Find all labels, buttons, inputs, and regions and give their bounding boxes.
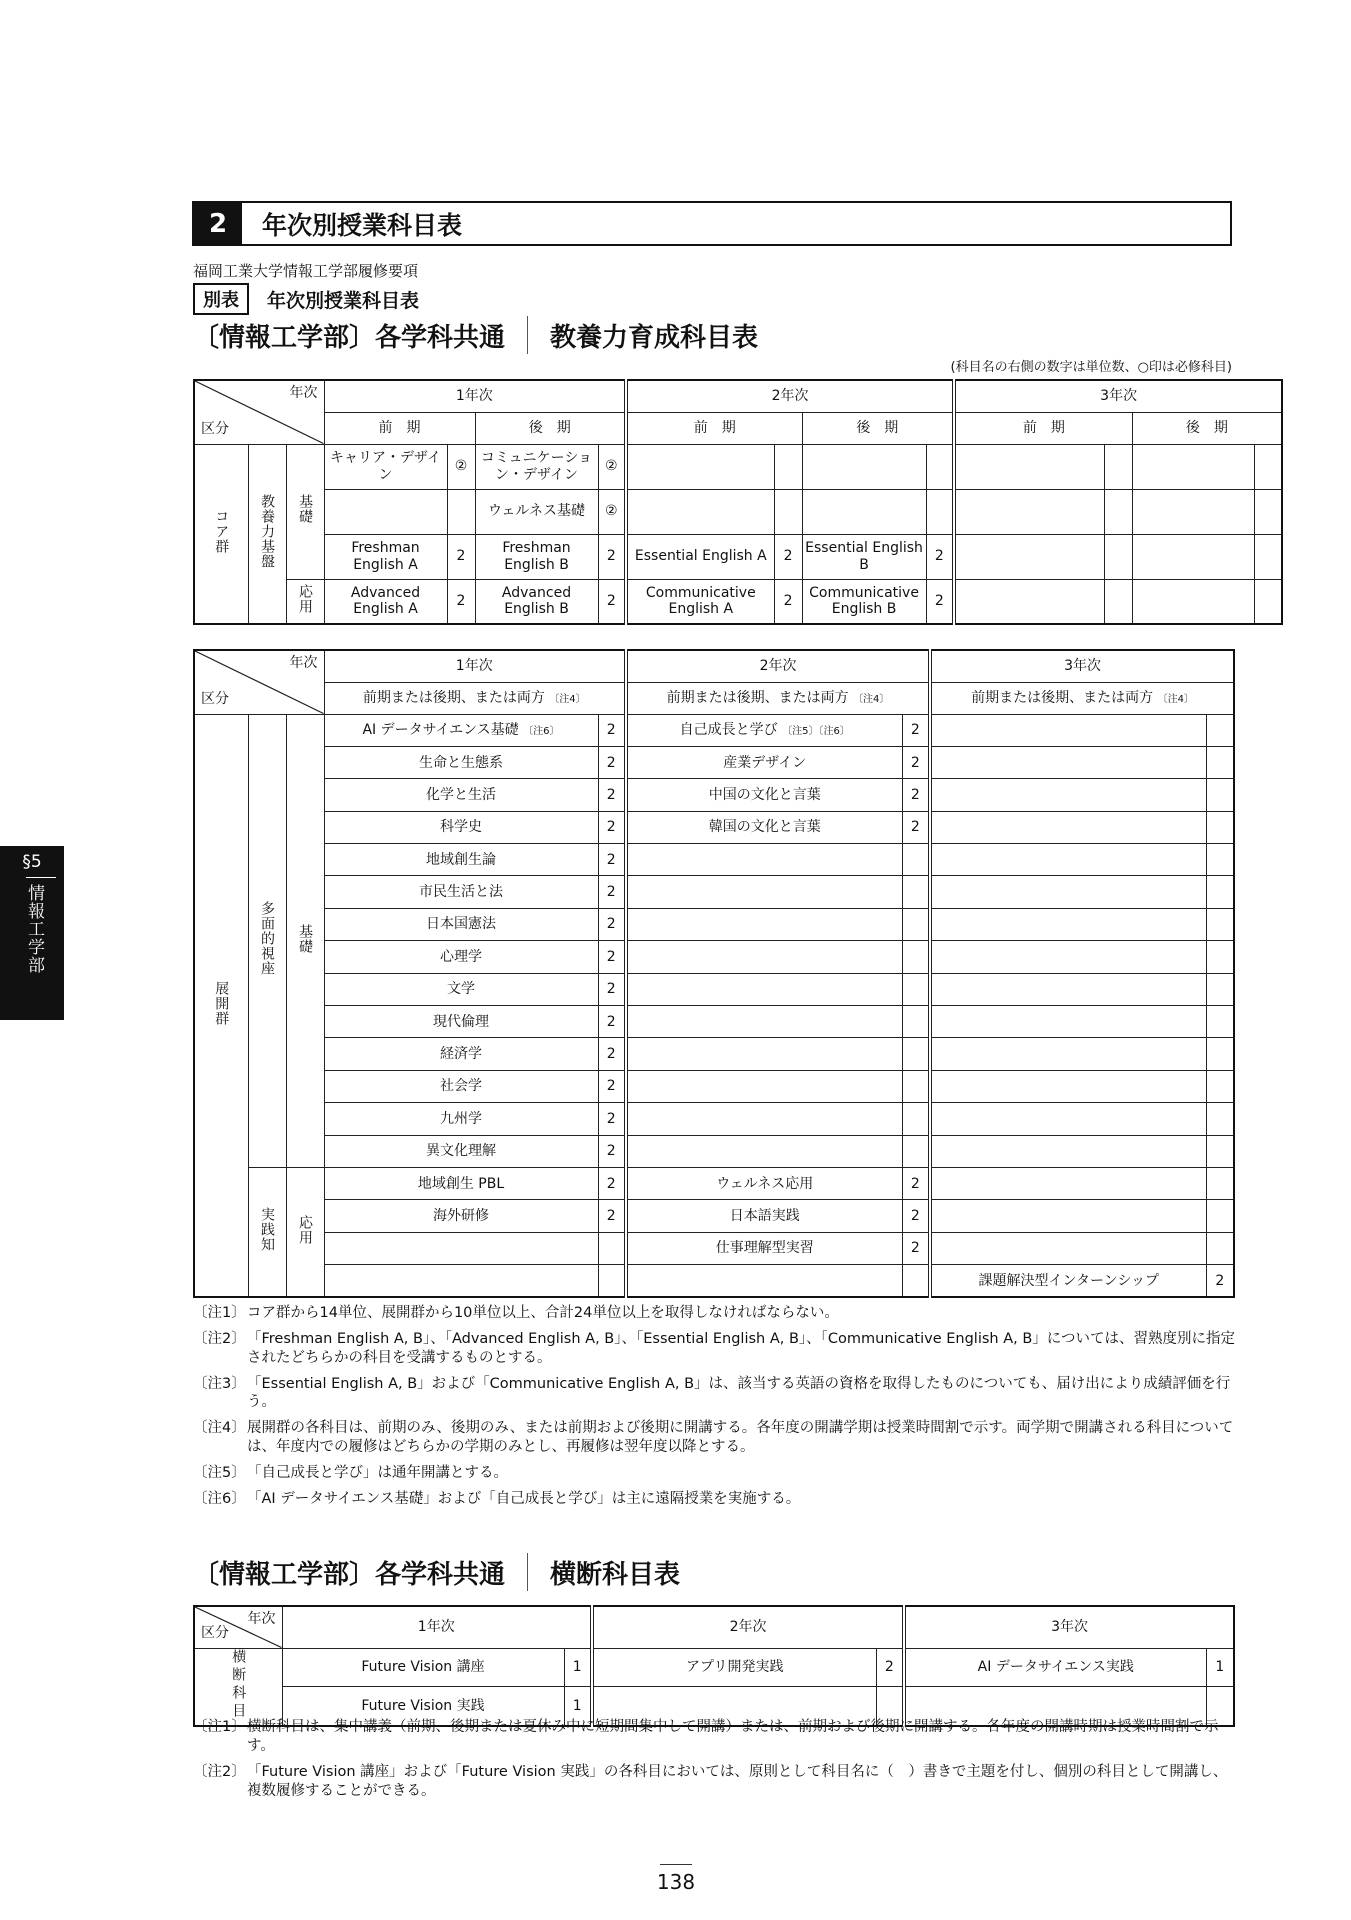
- credit-cell: 1: [564, 1648, 592, 1687]
- course-cell: 化学と生活: [324, 779, 598, 811]
- appendix-title: 年次別授業科目表: [267, 289, 420, 312]
- corner-header: [194, 380, 324, 444]
- dev-group-label: 展開群: [194, 714, 248, 1297]
- course-cell: Advanced English B: [475, 579, 598, 624]
- course-cell: 異文化理解: [324, 1135, 598, 1167]
- kubun-label: 区分: [201, 691, 229, 708]
- credit-cell: 2: [774, 534, 802, 579]
- credit-cell: ②: [598, 444, 626, 489]
- note-item: 〔注2〕 「Freshman English A, B」、「Advanced English A, B」、「Essential English A, B」、「Communicative English A, B」については、習熟度別に指定されたどちらかの科目を受講するものとする。: [193, 1330, 1236, 1366]
- year1-header: 1年次: [282, 1606, 592, 1648]
- credit-cell: 2: [902, 714, 930, 746]
- course-cell: Essential English A: [626, 534, 774, 579]
- credit-cell: 2: [598, 746, 626, 778]
- corner-header: [194, 650, 324, 714]
- year-label: 年次: [289, 655, 318, 671]
- credit-cell: 2: [447, 579, 475, 624]
- course-cell: 海外研修: [324, 1200, 598, 1232]
- credit-cell: ②: [598, 489, 626, 534]
- course-cell: Freshman English B: [475, 534, 598, 579]
- course-cell: 現代倫理: [324, 1006, 598, 1038]
- course-cell: 九州学: [324, 1103, 598, 1135]
- core-kiso-label: 基礎: [286, 444, 324, 579]
- credit-cell: 2: [598, 1200, 626, 1232]
- y3-term-header: 前期または後期、または両方 〔注4〕: [930, 682, 1234, 714]
- credit-cell: 2: [598, 1167, 626, 1199]
- course-cell: Advanced English A: [324, 579, 447, 624]
- year1-header: 1年次: [324, 650, 626, 682]
- y3-kouki-header: 後 期: [1132, 412, 1282, 444]
- table3-title-right: 横断科目表: [550, 1559, 681, 1590]
- kubun-label: 区分: [201, 421, 229, 438]
- course-cell: 科学史: [324, 811, 598, 843]
- course-cell: キャリア・デザイン: [324, 444, 447, 489]
- year2-header: 2年次: [626, 650, 930, 682]
- y1-term-header: 前期または後期、または両方 〔注4〕: [324, 682, 626, 714]
- core-subgroup-label: 教養力基盤: [248, 444, 286, 624]
- side-tab-section: §5: [22, 852, 42, 872]
- credit-cell: 2: [598, 534, 626, 579]
- cross-label: 横断科目: [194, 1648, 282, 1726]
- course-cell: 課題解決型インターンシップ: [930, 1265, 1206, 1297]
- dev-tamen-label: 多面的視座: [248, 714, 286, 1167]
- table1-title-right: 教養力育成科目表: [550, 322, 759, 353]
- course-cell: ウェルネス基礎: [475, 489, 598, 534]
- y3-zenki-header: 前 期: [954, 412, 1132, 444]
- note-item: 〔注2〕 「Future Vision 講座」および「Future Vision 実践」の各科目においては、原則として科目名に（ ）書きで主題を付し、個別の科目として開講し、複数履修することができる。: [193, 1763, 1228, 1799]
- credit-cell: 2: [598, 876, 626, 908]
- credit-cell: 2: [598, 1135, 626, 1167]
- credit-cell: 2: [598, 844, 626, 876]
- credit-cell: 2: [902, 1232, 930, 1264]
- credit-cell: 2: [902, 811, 930, 843]
- course-cell: 地域創生論: [324, 844, 598, 876]
- course-cell: 仕事理解型実習: [626, 1232, 902, 1264]
- course-cell: 地域創生 PBL: [324, 1167, 598, 1199]
- course-cell: 日本語実践: [626, 1200, 902, 1232]
- course-cell: 文学: [324, 973, 598, 1005]
- credit-cell: 2: [447, 534, 475, 579]
- credit-cell: 2: [598, 779, 626, 811]
- notes-table1: [193, 1304, 1238, 1516]
- cross-subject-table: [193, 1605, 1235, 1727]
- section-title: 年次別授業科目表: [262, 210, 463, 240]
- credit-cell: 1: [564, 1687, 592, 1726]
- credit-cell: 1: [1206, 1648, 1234, 1687]
- course-cell: 心理学: [324, 941, 598, 973]
- course-cell: 中国の文化と言葉: [626, 779, 902, 811]
- chapter-side-tab: [0, 846, 64, 1020]
- side-tab-divider: [26, 877, 56, 878]
- core-ouyou-label: 応用: [286, 579, 324, 624]
- page-number: 138: [656, 1870, 696, 1894]
- y2-term-header: 前期または後期、または両方 〔注4〕: [626, 682, 930, 714]
- corner-header: [194, 1606, 282, 1648]
- course-cell: 社会学: [324, 1070, 598, 1102]
- note-item: 〔注6〕 「AI データサイエンス基礎」および「自己成長と学び」は主に遠隔授業を実施する。: [193, 1490, 801, 1507]
- course-cell: 経済学: [324, 1038, 598, 1070]
- dev-jissen-label: 実践知: [248, 1167, 286, 1297]
- credit-cell: 2: [902, 746, 930, 778]
- year-label: 年次: [289, 385, 318, 401]
- core-subject-table: [193, 379, 1283, 625]
- y2-zenki-header: 前 期: [626, 412, 802, 444]
- course-cell: AI データサイエンス実践: [904, 1648, 1206, 1687]
- notes-table3: [193, 1718, 1238, 1807]
- credit-cell: 2: [598, 941, 626, 973]
- credit-cell: 2: [926, 534, 954, 579]
- course-cell: AI データサイエンス基礎 〔注6〕: [324, 714, 598, 746]
- course-cell: Communicative English A: [626, 579, 774, 624]
- note-item: 〔注4〕 展開群の各科目は、前期のみ、後期のみ、または前期および後期に開講する。各年度の開講学期は授業時間割で示す。両学期で開講される科目については、年度内での履修はどちらかの学期のみとし、再履修は翌年度以降とする。: [193, 1420, 1234, 1456]
- course-cell: Essential English B: [802, 534, 926, 579]
- year3-header: 3年次: [904, 1606, 1234, 1648]
- year-label: 年次: [247, 1611, 276, 1627]
- note-item: 〔注1〕 横断科目は、集中講義（前期、後期または夏休み中に短期間集中して開講）または、前期および後期に開講する。各年度の開講時期は授業時間割で示す。: [193, 1719, 1219, 1754]
- year2-header: 2年次: [626, 380, 954, 412]
- year3-header: 3年次: [954, 380, 1282, 412]
- core-group-label: コア群: [194, 444, 248, 624]
- page-number-rule: [660, 1864, 692, 1865]
- course-cell: 自己成長と学び 〔注5〕〔注6〕: [626, 714, 902, 746]
- course-cell: ウェルネス応用: [626, 1167, 902, 1199]
- credit-cell: 2: [902, 779, 930, 811]
- kubun-label: 区分: [201, 1625, 229, 1642]
- credit-cell: ②: [447, 444, 475, 489]
- course-cell: 生命と生態系: [324, 746, 598, 778]
- credit-cell: 2: [1206, 1265, 1234, 1297]
- section-number: 2: [194, 203, 242, 244]
- note-item: 〔注5〕 「自己成長と学び」は通年開講とする。: [193, 1464, 508, 1481]
- credit-cell: 2: [598, 908, 626, 940]
- year3-header: 3年次: [930, 650, 1234, 682]
- year2-header: 2年次: [592, 1606, 904, 1648]
- credit-cell: 2: [598, 973, 626, 1005]
- year1-header: 1年次: [324, 380, 626, 412]
- credit-cell: 2: [876, 1648, 904, 1687]
- course-cell: コミュニケーション・デザイン: [475, 444, 598, 489]
- y2-kouki-header: 後 期: [802, 412, 954, 444]
- course-cell: 産業デザイン: [626, 746, 902, 778]
- section-heading: [192, 201, 1232, 246]
- course-cell: Communicative English B: [802, 579, 926, 624]
- title-separator: [527, 1553, 528, 1591]
- credit-cell: 2: [926, 579, 954, 624]
- credit-cell: 2: [598, 1070, 626, 1102]
- credit-cell: 2: [598, 579, 626, 624]
- credit-cell: 2: [598, 1006, 626, 1038]
- development-subject-table: [193, 649, 1235, 1298]
- course-cell: Freshman English A: [324, 534, 447, 579]
- dev-kiso-label: 基礎: [286, 714, 324, 1167]
- table1-title-left: 〔情報工学部〕各学科共通: [193, 322, 506, 353]
- credit-cell: 2: [902, 1200, 930, 1232]
- table3-title: [193, 1553, 680, 1591]
- appendix-tag: 別表: [193, 283, 249, 315]
- y1-kouki-header: 後 期: [475, 412, 626, 444]
- appendix-heading: [193, 283, 419, 315]
- credit-cell: 2: [598, 1038, 626, 1070]
- dev-ouyou-label: 応用: [286, 1167, 324, 1297]
- course-cell: Future Vision 実践: [282, 1687, 564, 1726]
- document-source: 福岡工業大学情報工学部履修要項: [193, 262, 419, 280]
- credit-cell: 2: [774, 579, 802, 624]
- course-cell: 日本国憲法: [324, 908, 598, 940]
- y1-zenki-header: 前 期: [324, 412, 475, 444]
- note-item: 〔注1〕 コア群から14単位、展開群から10単位以上、合計24単位以上を取得しなければならない。: [193, 1305, 839, 1321]
- side-tab-label: 情報工学部: [24, 884, 44, 974]
- note-item: 〔注3〕 「Essential English A, B」および「Communicative English A, B」は、該当する英語の資格を取得したものについても、届け出により成績評価を行う。: [193, 1375, 1231, 1411]
- credit-cell: 2: [598, 714, 626, 746]
- credit-cell: 2: [598, 1103, 626, 1135]
- table1-title: [193, 316, 758, 354]
- course-cell: アプリ開発実践: [592, 1648, 876, 1687]
- table3-title-left: 〔情報工学部〕各学科共通: [193, 1559, 506, 1590]
- course-cell: 市民生活と法: [324, 876, 598, 908]
- legend-note: (科目名の右側の数字は単位数、○印は必修科目): [950, 360, 1232, 375]
- course-cell: 韓国の文化と言葉: [626, 811, 902, 843]
- credit-cell: 2: [598, 811, 626, 843]
- credit-cell: 2: [902, 1167, 930, 1199]
- title-separator: [527, 316, 528, 354]
- course-cell: Future Vision 講座: [282, 1648, 564, 1687]
